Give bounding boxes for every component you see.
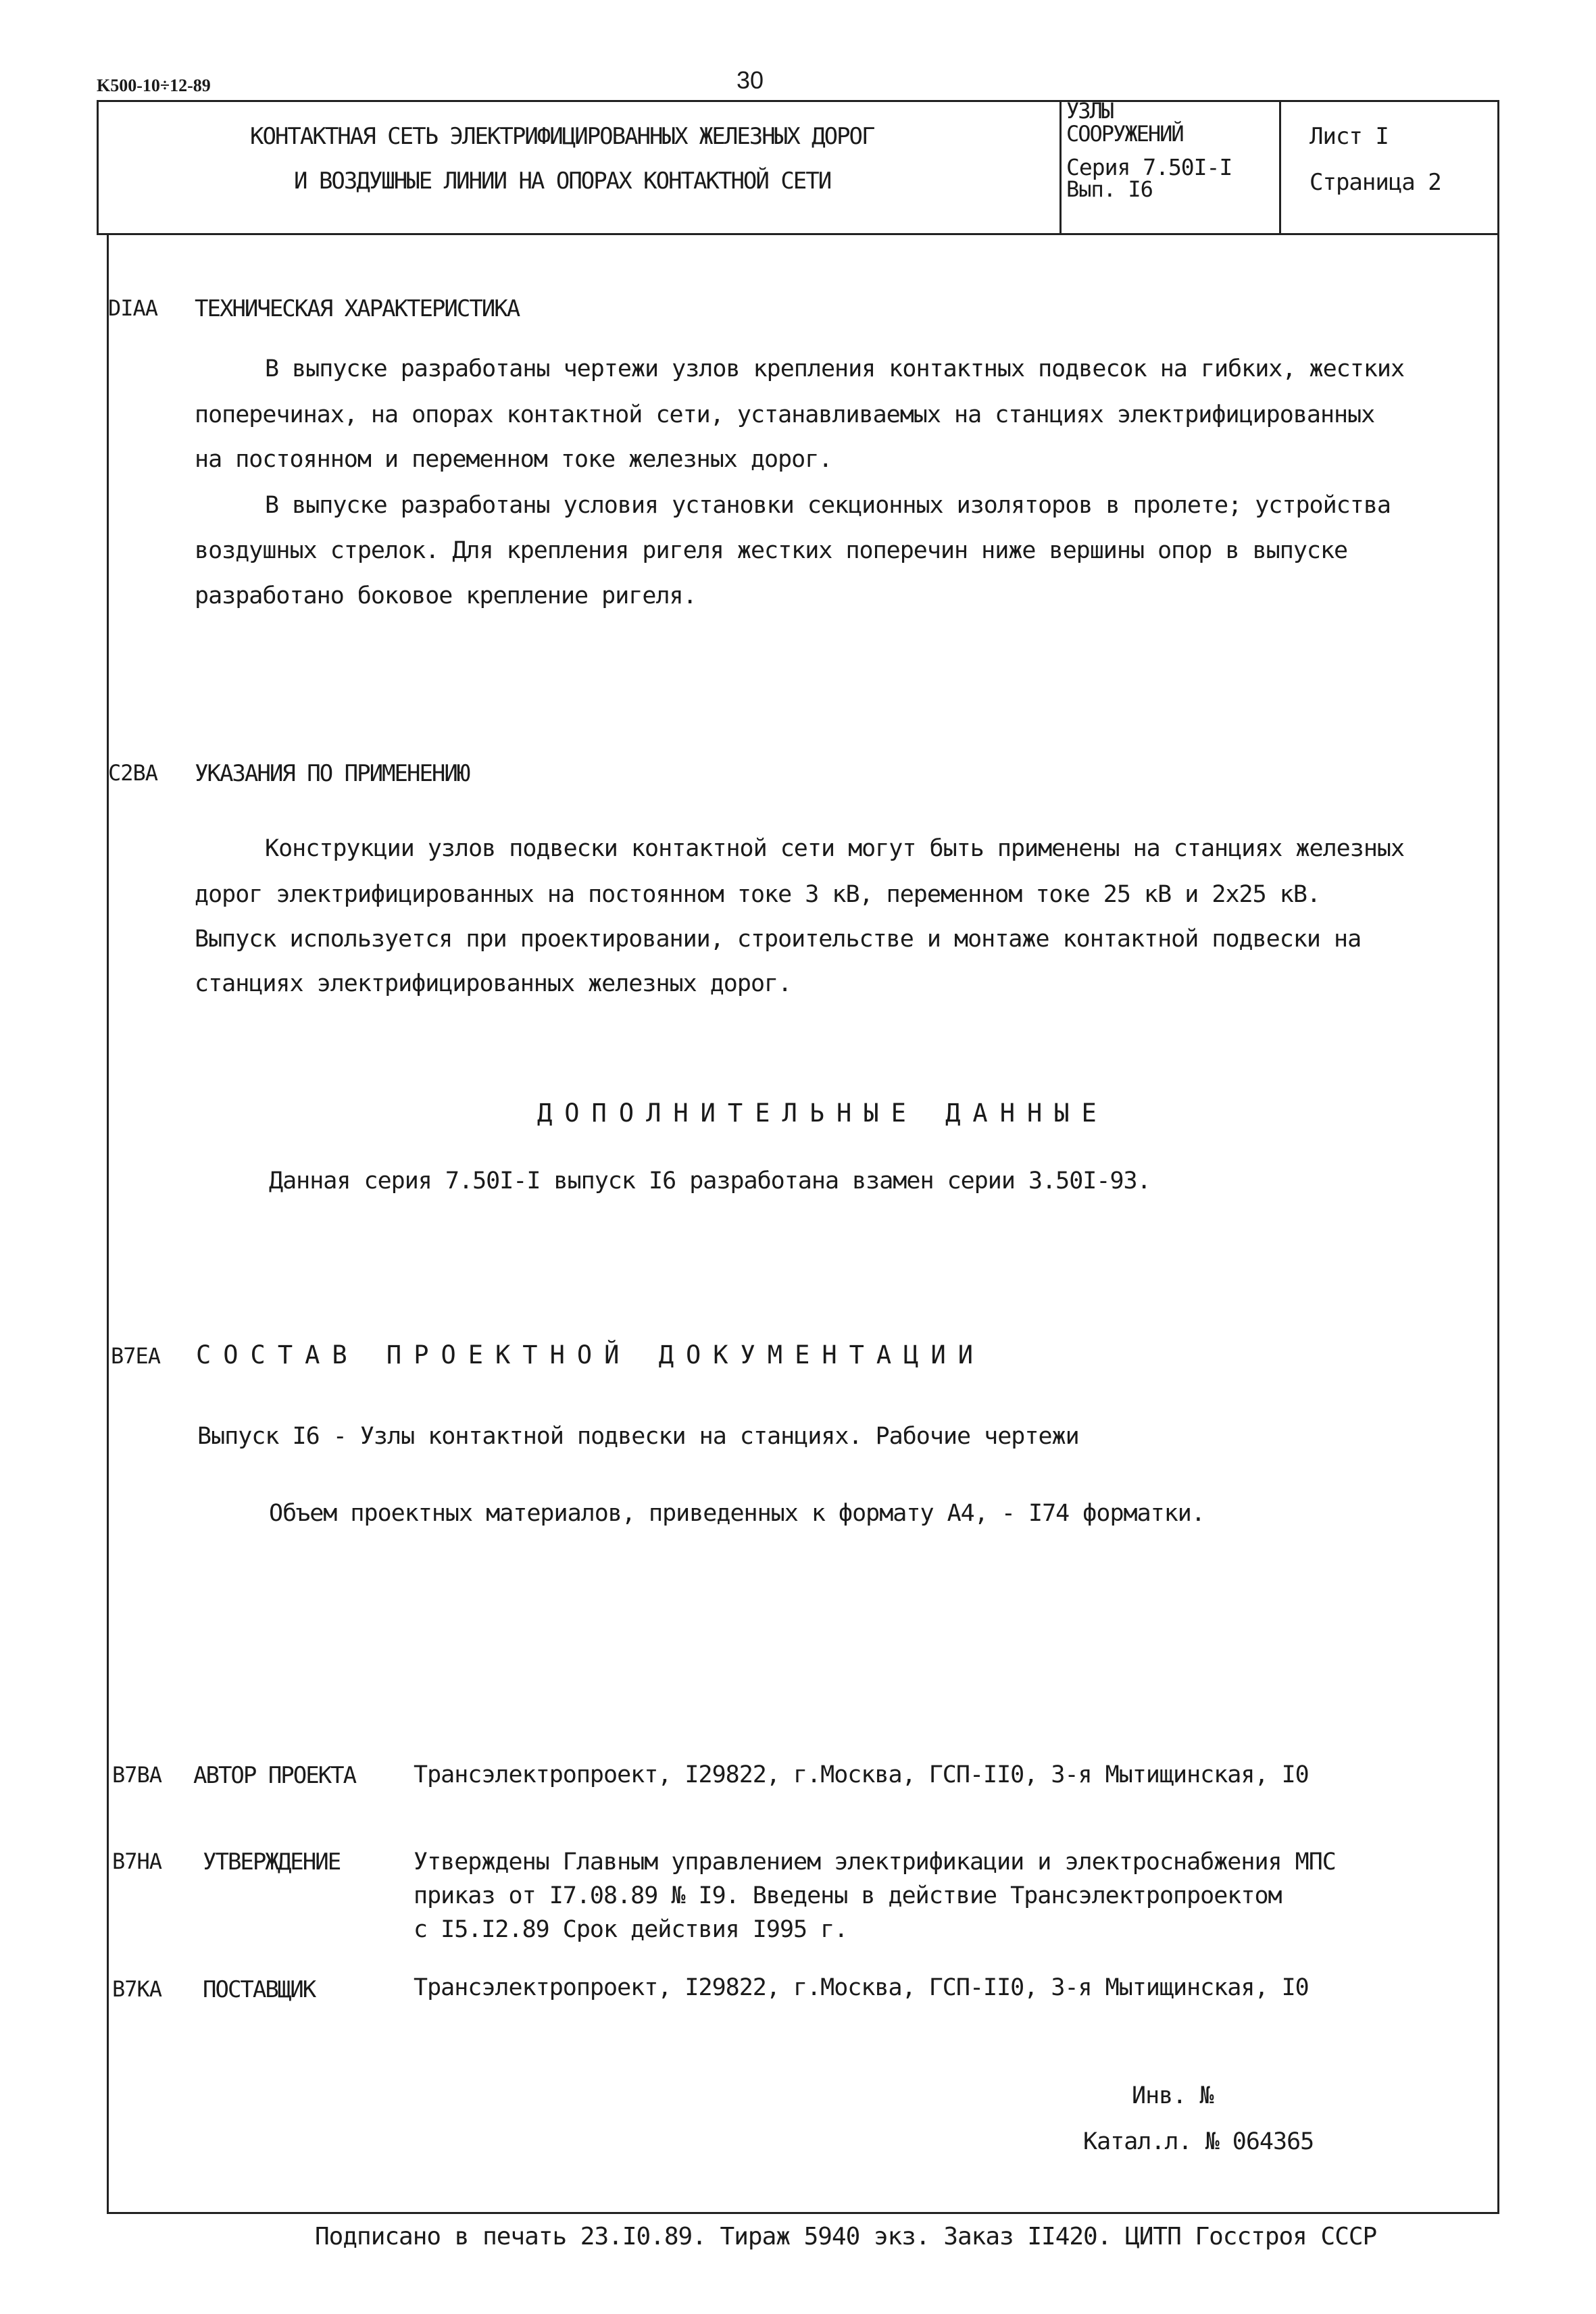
text-line: В выпуске разработаны условия установки секционных изоляторов в пролете; устройства <box>265 492 1391 519</box>
text-line: Данная серия 7.50I-I выпуск I6 разработана взамен серии 3.50I-93. <box>269 1167 1151 1194</box>
header-title-line1: КОНТАКТНАЯ СЕТЬ ЭЛЕКТРИФИЦИРОВАННЫХ ЖЕЛЕЗНЫХ ДОРОГ <box>250 123 874 150</box>
text-line: Выпуск используется при проектировании, строительстве и монтаже контактной подвески на <box>195 926 1362 953</box>
text-line: на постоянном и переменном токе железных дорог. <box>195 446 832 473</box>
section-label: АВТОР ПРОЕКТА <box>193 1762 356 1789</box>
header-category-line1: УЗЛЫ <box>1066 98 1114 124</box>
catalog-number: Катал.л. № 064365 <box>1083 2128 1314 2155</box>
section-code: B7KA <box>112 1976 162 2002</box>
text-line: с I5.I2.89 Срок действия I995 г. <box>414 1916 848 1943</box>
section-code: B7BA <box>112 1762 162 1788</box>
header-column-divider <box>1059 100 1062 233</box>
section-title: ТЕХНИЧЕСКАЯ ХАРАКТЕРИСТИКА <box>195 295 520 322</box>
text-line: Объем проектных материалов, приведенных к формату А4, - I74 форматки. <box>269 1500 1205 1527</box>
header-issue: Вып. I6 <box>1066 176 1153 202</box>
section-code: B7HA <box>112 1848 162 1874</box>
section-code: DIAA <box>108 295 158 321</box>
header-title-line2: И ВОЗДУШНЫЕ ЛИНИИ НА ОПОРАХ КОНТАКТНОЙ СЕТИ <box>294 168 831 195</box>
header-category-line2: СООРУЖЕНИЙ <box>1066 121 1183 147</box>
header-series: Серия 7.50I-I <box>1066 154 1232 180</box>
text-line: В выпуске разработаны чертежи узлов крепления контактных подвесок на гибких, жестких <box>265 355 1405 382</box>
section-code: C2BA <box>108 760 158 786</box>
section-label: УТВЕРЖДЕНИЕ <box>203 1848 341 1876</box>
text-line: Конструкции узлов подвески контактной сети могут быть применены на станциях железных <box>265 835 1405 862</box>
text-line: дорог электрифицированных на постоянном токе 3 кВ, переменном токе 25 кВ и 2х25 кВ. <box>195 881 1320 908</box>
header-page: Страница 2 <box>1310 169 1441 196</box>
section-title: УКАЗАНИЯ ПО ПРИМЕНЕНИЮ <box>195 760 470 787</box>
document-code: K500-10÷12-89 <box>97 76 211 95</box>
text-line: поперечинах, на опорах контактной сети, устанавливаемых на станциях электрифицированных <box>195 401 1375 428</box>
imprint-line: Подписано в печать 23.I0.89. Тираж 5940 экз. Заказ II420. ЦИТП Госстроя СССР <box>315 2223 1377 2250</box>
text-line: приказ от I7.08.89 № I9. Введены в действие Трансэлектропроектом <box>414 1882 1282 1909</box>
text-line: Выпуск I6 - Узлы контактной подвески на станциях. Рабочие чертежи <box>197 1423 1079 1450</box>
section-label: ПОСТАВЩИК <box>203 1976 316 2003</box>
section-title-additional: ДОПОЛНИТЕЛЬНЫЕ ДАННЫЕ <box>537 1099 1109 1128</box>
text-line: Трансэлектропроект, I29822, г.Москва, ГСП-II0, 3-я Мытищинская, I0 <box>414 1761 1309 1788</box>
inventory-number: Инв. № <box>1132 2082 1214 2109</box>
text-line: воздушных стрелок. Для крепления ригеля жестких поперечин ниже вершины опор в выпуске <box>195 537 1348 564</box>
text-line: станциях электрифицированных железных дорог. <box>195 970 792 997</box>
header-sheet: Лист I <box>1310 123 1389 150</box>
text-line: Трансэлектропроект, I29822, г.Москва, ГСП-II0, 3-я Мытищинская, I0 <box>414 1974 1309 2001</box>
page-number: 30 <box>737 66 764 94</box>
header-column-divider <box>1279 100 1281 233</box>
section-title: СОСТАВ ПРОЕКТНОЙ ДОКУМЕНТАЦИИ <box>196 1340 986 1369</box>
section-code: B7EA <box>111 1343 161 1369</box>
text-line: Утверждены Главным управлением электрификации и электроснабжения МПС <box>414 1848 1336 1876</box>
text-line: разработано боковое крепление ригеля. <box>195 582 697 609</box>
